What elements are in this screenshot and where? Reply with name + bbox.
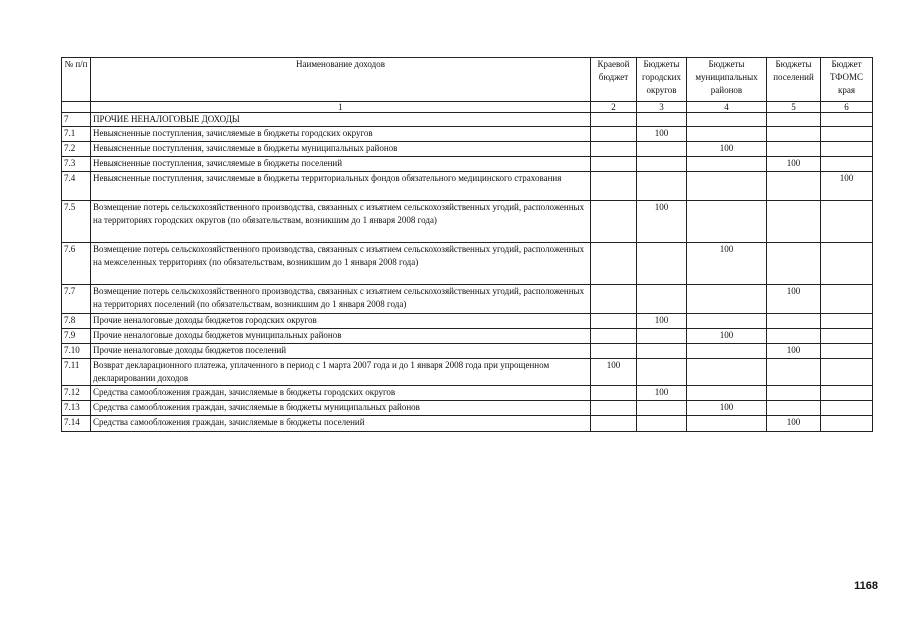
value-settlements: 100	[767, 157, 821, 172]
value-city-districts: 100	[637, 127, 687, 142]
value-tfoms	[821, 344, 873, 359]
value-city-districts	[637, 329, 687, 344]
page-number: 1168	[854, 580, 878, 592]
row-number: 7.9	[62, 329, 91, 344]
value-regional: 100	[591, 359, 637, 386]
value-municipal-districts	[687, 201, 767, 243]
value-municipal-districts	[687, 359, 767, 386]
value-city-districts	[637, 113, 687, 127]
value-settlements: 100	[767, 416, 821, 432]
value-municipal-districts: 100	[687, 329, 767, 344]
income-name: Невыясненные поступления, зачисляемые в бюджеты поселений	[91, 157, 591, 172]
row-number: 7.10	[62, 344, 91, 359]
income-name: Возмещение потерь сельскохозяйственного производства, связанных с изъятием сельскохозяйственных угодий, расположенных на территориях городских округов (по обязательствам, возникшим до 1 января 2008 года)	[91, 201, 591, 243]
value-city-districts	[637, 243, 687, 285]
value-regional	[591, 142, 637, 157]
value-city-districts	[637, 401, 687, 416]
table-row	[62, 401, 873, 416]
table-row	[62, 314, 873, 329]
header-municipal-districts-budgets: Бюджеты муниципальных районов	[687, 58, 767, 102]
table-row	[62, 359, 873, 386]
income-name: Возмещение потерь сельскохозяйственного производства, связанных с изъятием сельскохозяйственных угодий, расположенных на территориях поселений (по обязательствам, возникшим до 1 января 2008 года)	[91, 285, 591, 314]
value-municipal-districts	[687, 157, 767, 172]
value-settlements	[767, 386, 821, 401]
header-tfoms-budget: Бюджет ТФОМС края	[821, 58, 873, 102]
value-tfoms: 100	[821, 172, 873, 201]
income-name: ПРОЧИЕ НЕНАЛОГОВЫЕ ДОХОДЫ	[91, 113, 591, 127]
value-settlements	[767, 329, 821, 344]
value-settlements: 100	[767, 285, 821, 314]
value-tfoms	[821, 157, 873, 172]
value-city-districts: 100	[637, 201, 687, 243]
value-municipal-districts	[687, 113, 767, 127]
index-cell: 1	[91, 102, 591, 113]
value-city-districts	[637, 157, 687, 172]
row-number: 7.3	[62, 157, 91, 172]
value-municipal-districts	[687, 127, 767, 142]
value-regional	[591, 329, 637, 344]
value-city-districts: 100	[637, 314, 687, 329]
value-municipal-districts	[687, 386, 767, 401]
value-tfoms	[821, 386, 873, 401]
income-name: Прочие неналоговые доходы бюджетов поселений	[91, 344, 591, 359]
table-row	[62, 386, 873, 401]
table-row	[62, 142, 873, 157]
table-row	[62, 157, 873, 172]
value-tfoms	[821, 142, 873, 157]
value-settlements	[767, 127, 821, 142]
value-tfoms	[821, 329, 873, 344]
table-row	[62, 243, 873, 285]
value-settlements	[767, 401, 821, 416]
table-row	[62, 201, 873, 243]
value-regional	[591, 172, 637, 201]
value-regional	[591, 285, 637, 314]
header-name: Наименование доходов	[91, 58, 591, 102]
row-number: 7.8	[62, 314, 91, 329]
value-settlements	[767, 243, 821, 285]
income-name: Прочие неналоговые доходы бюджетов муниципальных районов	[91, 329, 591, 344]
value-regional	[591, 243, 637, 285]
index-cell: 4	[687, 102, 767, 113]
index-cell: 6	[821, 102, 873, 113]
value-settlements	[767, 113, 821, 127]
index-cell: 5	[767, 102, 821, 113]
row-number: 7.5	[62, 201, 91, 243]
value-tfoms	[821, 201, 873, 243]
value-city-districts	[637, 344, 687, 359]
row-number: 7.1	[62, 127, 91, 142]
value-municipal-districts: 100	[687, 401, 767, 416]
value-municipal-districts	[687, 416, 767, 432]
value-settlements	[767, 359, 821, 386]
index-cell: 2	[591, 102, 637, 113]
row-number: 7.6	[62, 243, 91, 285]
value-settlements	[767, 142, 821, 157]
row-number: 7.11	[62, 359, 91, 386]
value-municipal-districts	[687, 344, 767, 359]
value-tfoms	[821, 113, 873, 127]
table-row	[62, 172, 873, 201]
index-cell-num	[62, 102, 91, 113]
value-regional	[591, 113, 637, 127]
table-row	[62, 329, 873, 344]
table-row	[62, 344, 873, 359]
value-municipal-districts	[687, 285, 767, 314]
row-number: 7.2	[62, 142, 91, 157]
value-regional	[591, 157, 637, 172]
value-settlements	[767, 172, 821, 201]
header-row	[62, 58, 873, 102]
income-name: Возмещение потерь сельскохозяйственного производства, связанных с изъятием сельскохозяйственных угодий, расположенных на межселенных территориях (по обязательствам, возникшим до 1 января 2008 года)	[91, 243, 591, 285]
value-regional	[591, 386, 637, 401]
value-regional	[591, 416, 637, 432]
value-municipal-districts	[687, 314, 767, 329]
row-number: 7.14	[62, 416, 91, 432]
row-number: 7.7	[62, 285, 91, 314]
value-city-districts	[637, 172, 687, 201]
income-name: Невыясненные поступления, зачисляемые в бюджеты территориальных фондов обязательного медицинского страхования	[91, 172, 591, 201]
value-city-districts: 100	[637, 386, 687, 401]
income-name: Средства самообложения граждан, зачисляемые в бюджеты поселений	[91, 416, 591, 432]
value-tfoms	[821, 314, 873, 329]
value-tfoms	[821, 285, 873, 314]
index-cell: 3	[637, 102, 687, 113]
value-regional	[591, 201, 637, 243]
value-regional	[591, 344, 637, 359]
value-regional	[591, 127, 637, 142]
row-number: 7.12	[62, 386, 91, 401]
value-tfoms	[821, 401, 873, 416]
row-number: 7.13	[62, 401, 91, 416]
income-name: Средства самообложения граждан, зачисляемые в бюджеты городских округов	[91, 386, 591, 401]
table-row	[62, 127, 873, 142]
value-city-districts	[637, 359, 687, 386]
value-tfoms	[821, 127, 873, 142]
income-name: Невыясненные поступления, зачисляемые в бюджеты муниципальных районов	[91, 142, 591, 157]
row-number: 7	[62, 113, 91, 127]
table-row	[62, 285, 873, 314]
value-tfoms	[821, 243, 873, 285]
table-row	[62, 416, 873, 432]
column-index-row	[62, 102, 873, 113]
value-tfoms	[821, 359, 873, 386]
header-regional-budget: Краевой бюджет	[591, 58, 637, 102]
value-tfoms	[821, 416, 873, 432]
value-city-districts	[637, 142, 687, 157]
value-city-districts	[637, 285, 687, 314]
value-regional	[591, 401, 637, 416]
value-settlements	[767, 201, 821, 243]
value-municipal-districts	[687, 172, 767, 201]
income-name: Прочие неналоговые доходы бюджетов городских округов	[91, 314, 591, 329]
income-name: Средства самообложения граждан, зачисляемые в бюджеты муниципальных районов	[91, 401, 591, 416]
header-num: № п/п	[62, 58, 91, 102]
header-settlements-budgets: Бюджеты поселений	[767, 58, 821, 102]
value-settlements: 100	[767, 344, 821, 359]
header-city-districts-budgets: Бюджеты городских округов	[637, 58, 687, 102]
income-name: Невыясненные поступления, зачисляемые в бюджеты городских округов	[91, 127, 591, 142]
value-settlements	[767, 314, 821, 329]
income-name: Возврат декларационного платежа, уплаченного в период с 1 марта 2007 года и до 1 января 2008 года при упрощенном декларировании доходов	[91, 359, 591, 386]
value-regional	[591, 314, 637, 329]
value-municipal-districts: 100	[687, 243, 767, 285]
row-number: 7.4	[62, 172, 91, 201]
value-city-districts	[637, 416, 687, 432]
value-municipal-districts: 100	[687, 142, 767, 157]
income-distribution-table	[61, 57, 873, 432]
table-row	[62, 113, 873, 127]
